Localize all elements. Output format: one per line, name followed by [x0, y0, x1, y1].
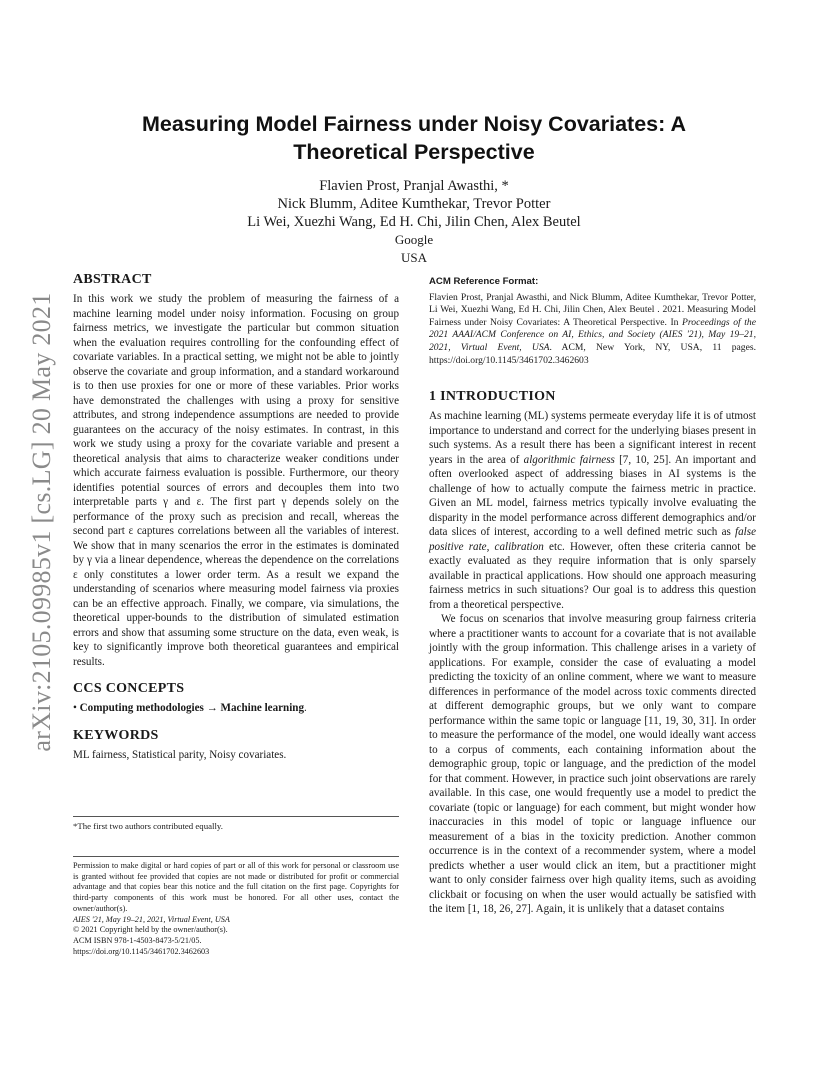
- author-footnote: *The first two authors contributed equally.: [73, 816, 399, 832]
- intro-p1-text-2: [7, 10, 25]. An important and often overlooked aspect of addressing biases in AI systems is the challenge of how to actually compute the fairness metric in practice. Given an ML model, fairness metrics typically involve evaluating the disparity in the model performance across different demographics and/or data slices of interest, according to a well defined metric such as: [429, 453, 757, 539]
- doi-link[interactable]: https://doi.org/10.1145/3461702.3462603: [73, 946, 210, 956]
- author-line-2: Nick Blumm, Aditee Kumthekar, Trevor Potter: [277, 196, 551, 212]
- author-line-3: Li Wei, Xuezhi Wang, Ed H. Chi, Jilin Chen, Alex Beutel: [247, 214, 581, 230]
- ccs-concepts: [73, 701, 399, 716]
- acm-reference-label: ACM Reference Format:: [429, 276, 539, 287]
- permission-notice: [73, 856, 399, 957]
- ccs-item: Computing methodologies → Machine learning: [79, 702, 305, 714]
- venue: AIES '21, May 19–21, 2021, Virtual Event, USA: [73, 914, 230, 924]
- author-block: [150, 177, 678, 267]
- acm-ref-part-end: . ACM, New York, NY, USA, 11 pages. https://doi.org/10.1145/3461702.3462603: [429, 341, 756, 366]
- left-column: [73, 272, 399, 762]
- acm-ref-proceedings: Proceedings of the 2021 AAAI/ACM Conference on AI, Ethics, and Society (AIES '21), May 19–21, 2021, Virtual Event, USA: [429, 316, 756, 353]
- intro-heading: 1 INTRODUCTION: [429, 389, 556, 405]
- country: USA: [400, 250, 427, 265]
- acm-ref-part: Flavien Prost, Pranjal Awasthi, and Nick Blumm, Aditee Kumthekar, Trevor Potter, Li Wei, Xuezhi Wang, Ed H. Chi, Jilin Chen, Alex Beutel . 2021. Measuring Model Fairness under Noisy Covariates: A Theoretical Perspective. In: [429, 291, 756, 328]
- ccs-heading: CCS CONCEPTS: [73, 681, 185, 696]
- acm-reference: [429, 276, 756, 367]
- paper-title: Measuring Model Fairness under Noisy Covariates: A Theoretical Perspective: [141, 112, 686, 164]
- keywords-text: ML fairness, Statistical parity, Noisy covariates.: [73, 748, 287, 761]
- intro-p1-emphasis: algorithmic fairness: [523, 453, 615, 466]
- right-column: [429, 276, 756, 917]
- author-line-1: Flavien Prost, Pranjal Awasthi, *: [319, 178, 509, 194]
- abstract-heading: ABSTRACT: [73, 272, 152, 287]
- keywords-heading: KEYWORDS: [73, 727, 159, 743]
- abstract-text: In this work we study the problem of measuring the fairness of a machine learning model under noisy information. Focusing on group fairness metrics, we investigate the particular but common situation when the evaluation requires controlling for the confounding effect of covariate variables. In a practical setting, we might not be able to jointly observe the covariate and group information, and a standard workaround is to then use proxies for one or more of these variables. Prior works have demonstrated the challenges with using a proxy for sensitive attributes, and strong independence assumptions are needed to provide guarantees on the accuracy of the noisy estimates. In contrast, in this work we study using a proxy for the covariate variable and present a theoretical analysis that aims to characterize weaker conditions under which accurate fairness evaluation is possible. Furthermore, our theory identifies potential sources of errors and decouples them into two interpretable parts γ and ε. The first part γ depends solely on the performance of the proxy such as precision and recall, whereas the second part ε captures correlations between all the variables of interest. We show that in many scenarios the error in the estimates is dominated by γ via a linear dependence, whereas the dependence on the correlations ε only constitutes a lower order term. As a result we expand the understanding of scenarios where measuring model fairness via proxies can be an effective approach. Finally, we compare, via simulations, the theoretical upper-bounds to the distribution of simulated estimation errors and show that assuming some structure on the data, even weak, is key to significantly improve both theoretical guarantees and empirical results.: [73, 293, 399, 668]
- intro-paragraph-2: We focus on scenarios that involve measuring group fairness criteria where a practitioner wants to account for a covariate that is not available jointly with the group information. This challenge arises in a variety of applications. For example, consider the case of evaluating a model predicting the toxicity of an online comment, where we want to measure differences in performance of the model across toxic comments directed at different demographic groups, but we only want to compare performance within the same topic or language [11, 19, 30, 31]. In order to measure the performance of the model, one would ideally want access to a corpus of comments, each containing information about the demographic group, topic or language, and the prediction of the model for that comment. However, in practice such joint observations are rarely available. In this case, one would frequently use a model to predict the covariate (topic or language) for each comment, but might wonder how inaccuracies in this model of topic or language influence our measurement of a bias in the toxicity prediction. Another common occurrence is in the context of a recommender system, where a model predicts whether a user would click an item, but a practitioner might want to only consider fairness over high quality items, such as avoiding clickbait or focusing on when the user would actually be satisfied with the item [1, 18, 26, 27]. Again, it is unlikely that a dataset contains: [429, 613, 756, 916]
- ccs-end: .: [304, 702, 307, 714]
- arxiv-side-stamp: [22, 282, 62, 762]
- isbn: ACM ISBN 978-1-4503-8473-5/21/05.: [73, 935, 202, 945]
- intro-p1-text: As machine learning (ML) systems permeate everyday life it is of utmost importance to understand and correct for the underlying biases present in such systems. As a result there has been a significant interest in recent years in the area of: [429, 410, 756, 466]
- ccs-bullet: •: [73, 702, 77, 714]
- permission-text: Permission to make digital or hard copies of part or all of this work for personal or classroom use is granted without fee provided that copies are not made or distributed for profit or commercial advantage and that copies bear this notice and the full citation on the first page. Copyrights for third-party components of this work must be honored. For all other uses, contact the owner/author(s).: [73, 861, 399, 913]
- arxiv-identifier: arXiv:2105.09985v1 [cs.LG] 20 May 2021: [27, 292, 56, 752]
- acm-reference-text: [429, 292, 756, 368]
- intro-p1-emphasis-2: false positive rate, calibration: [429, 526, 756, 553]
- intro-p1-text-3: etc. However, often these criteria cannot be exactly evaluated as they require information that is only sparsely available in practical applications. How should one approach measuring fairness metrics in such situations? Our goal is to address this question from a theoretical perspective.: [429, 540, 756, 611]
- copyright: © 2021 Copyright held by the owner/author(s).: [73, 925, 228, 935]
- affiliation: Google: [394, 232, 434, 247]
- intro-paragraph-1: [429, 409, 756, 612]
